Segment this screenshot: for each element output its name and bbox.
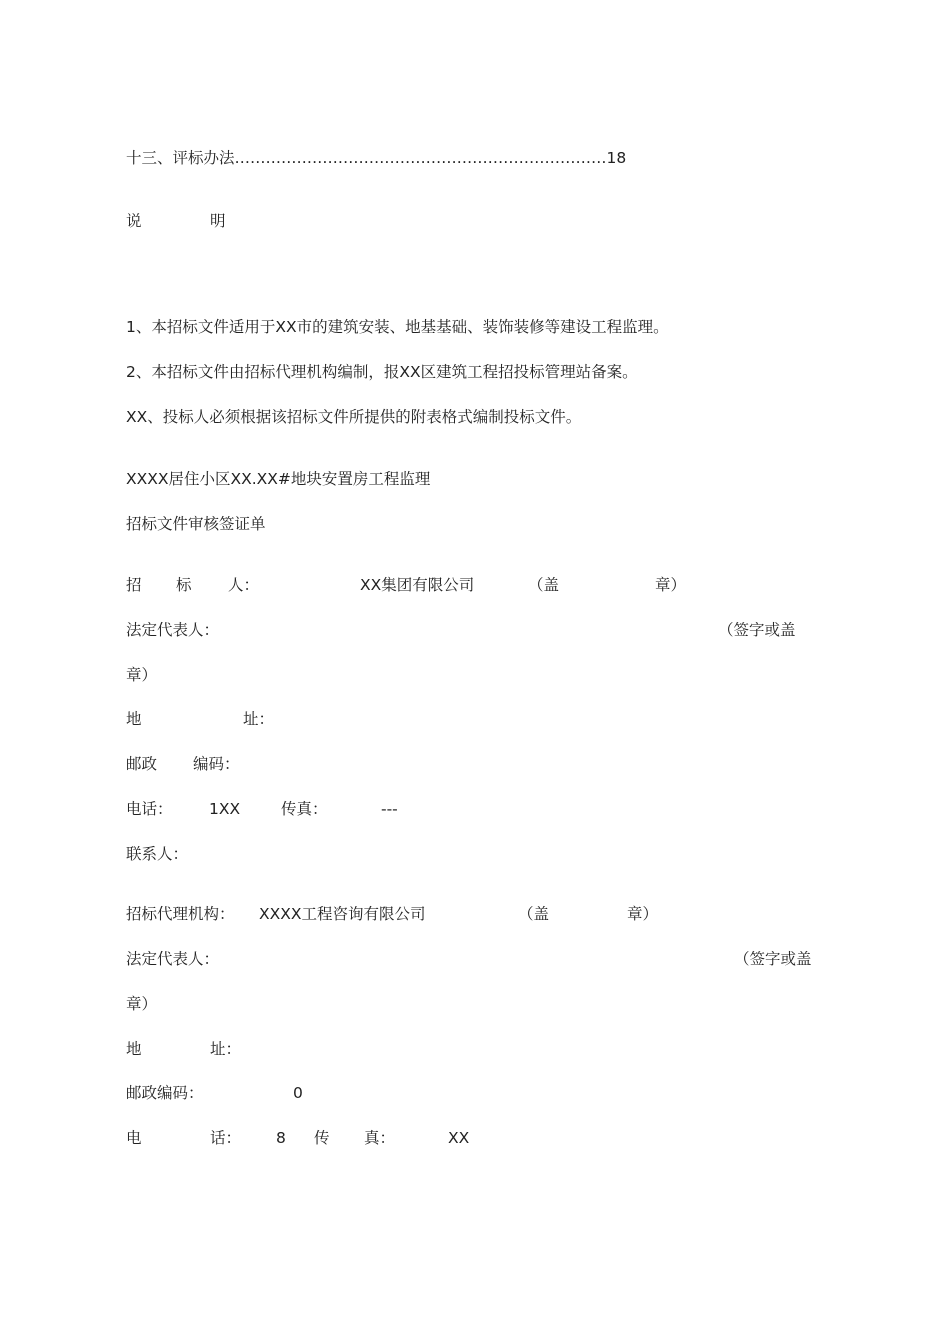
- note-item-2: 2、本招标文件由招标代理机构编制，报XX区建筑工程招投标管理站备案。: [126, 363, 638, 381]
- agency-legal-rep-label: 法定代表人：: [126, 950, 220, 968]
- tenderer-legal-rep-label: 法定代表人：: [126, 621, 220, 639]
- agency-phone-row: [126, 1128, 470, 1148]
- agency-address-row: [126, 1039, 242, 1059]
- tenderer-name: XX集团有限公司: [360, 576, 475, 594]
- tenderer-legal-rep-row: [126, 620, 796, 640]
- toc-item-13: 十三、评标办法………………………………………………………………18: [126, 149, 627, 167]
- tenderer-contact-label: 联系人：: [126, 845, 189, 863]
- project-name: XXXX居住小区XX.XX#地块安置房工程监理: [126, 470, 431, 488]
- tenderer-phone-label: 电话：: [126, 800, 173, 818]
- agency-postal-label: 邮政编码：: [126, 1084, 204, 1102]
- tenderer-postal-label-b: 编码：: [193, 755, 240, 773]
- heading-char-shuo: 说: [126, 212, 142, 230]
- agency-legal-rep-row: [126, 949, 812, 969]
- agency-seal-open: （盖: [518, 905, 550, 923]
- tenderer-fax-value: ---: [381, 800, 398, 818]
- agency-address-label-a: 地: [126, 1040, 142, 1058]
- agency-phone-label-a: 电: [126, 1129, 142, 1147]
- tenderer-phone-row: [126, 799, 398, 819]
- tenderer-address-label-a: 地: [126, 710, 142, 728]
- tenderer-postal-row: [126, 754, 240, 774]
- agency-sign-or-seal: （签字或盖: [734, 950, 812, 968]
- tenderer-sign-or-seal: （签字或盖: [718, 621, 796, 639]
- tenderer-fax-label: 传真：: [281, 800, 328, 818]
- tenderer-seal-close: 章）: [655, 576, 687, 594]
- agency-fax-label-b: 真：: [364, 1129, 396, 1147]
- agency-sign-or-seal-cont: 章）: [126, 995, 158, 1013]
- tenderer-label-ren: 人：: [228, 576, 260, 594]
- tenderer-row: [126, 575, 687, 595]
- tenderer-seal-open: （盖: [528, 576, 560, 594]
- agency-phone-label-b: 话：: [210, 1129, 242, 1147]
- heading-char-ming: 明: [210, 212, 226, 230]
- tenderer-postal-label-a: 邮政: [126, 755, 158, 773]
- tenderer-label-biao: 标: [176, 576, 192, 594]
- agency-row: [126, 904, 659, 924]
- agency-phone-value: 8: [276, 1129, 286, 1147]
- tenderer-label-zhao: 招: [126, 576, 142, 594]
- section-heading: [126, 211, 226, 231]
- agency-fax-value: XX: [448, 1129, 470, 1147]
- agency-label: 招标代理机构：: [126, 905, 235, 923]
- agency-postal-value: 0: [293, 1084, 303, 1102]
- tenderer-sign-or-seal-cont: 章）: [126, 666, 158, 684]
- agency-postal-row: [126, 1083, 303, 1103]
- note-item-1: 1、本招标文件适用于XX市的建筑安装、地基基础、装饰装修等建设工程监理。: [126, 318, 669, 336]
- agency-name: XXXX工程咨询有限公司: [259, 905, 426, 923]
- agency-fax-label-a: 传: [314, 1129, 330, 1147]
- form-title: 招标文件审核签证单: [126, 515, 266, 533]
- tenderer-address-label-b: 址：: [243, 710, 275, 728]
- tenderer-phone-value: 1XX: [209, 800, 241, 818]
- note-item-3: XX、投标人必须根据该招标文件所提供的附表格式编制投标文件。: [126, 408, 582, 426]
- agency-address-label-b: 址：: [210, 1040, 242, 1058]
- tenderer-address-row: [126, 709, 275, 729]
- agency-seal-close: 章）: [627, 905, 659, 923]
